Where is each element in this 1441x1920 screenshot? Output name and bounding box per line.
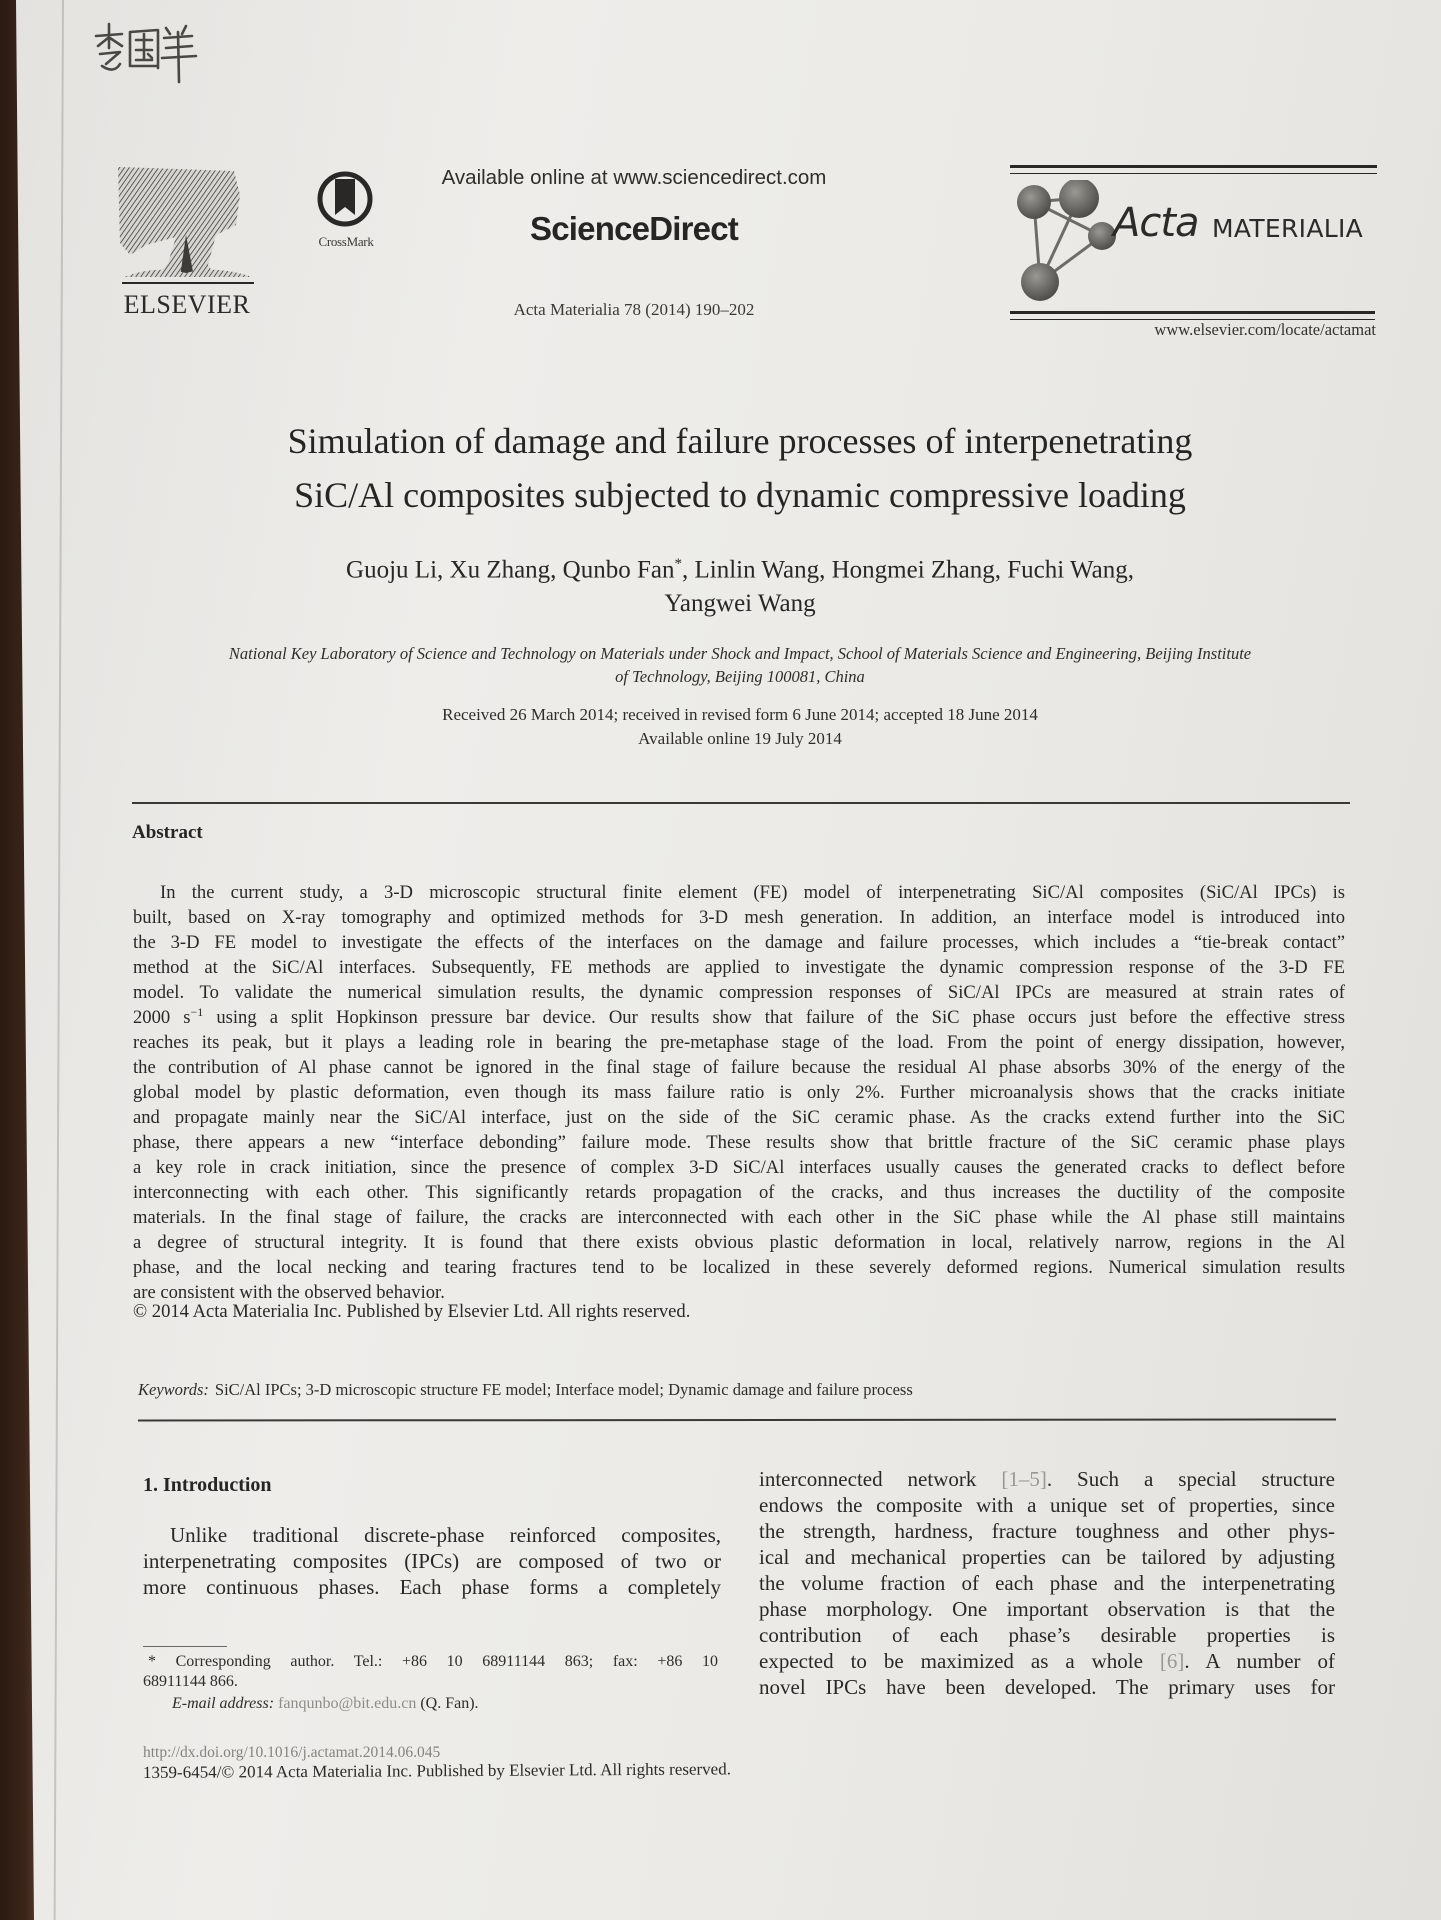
corresponding-author-mark[interactable]: *	[674, 556, 682, 572]
abstract-line: and propagate mainly near the SiC/Al interface, just on the side of the SiC ceramic phase. As the cracks extend further into the SiC	[133, 1107, 1345, 1128]
article-title-line: SiC/Al composites subjected to dynamic compressive loading	[294, 475, 1186, 515]
intro-right-line: phase morphology. One important observation is that the	[759, 1597, 1335, 1621]
text-run: expected to be maximized as a whole	[759, 1649, 1160, 1673]
keywords-label: Keywords:	[138, 1380, 209, 1399]
article-title-line: Simulation of damage and failure processes of interpenetrating	[287, 421, 1193, 461]
abstract-line: the contribution of Al phase cannot be ignored in the final stage of failure because the residual Al phase absorbs 30% of the energy of the	[133, 1057, 1345, 1078]
abstract-line: In the current study, a 3-D microscopic structural finite element (FE) model of interpenetrating SiC/Al composites (SiC/Al IPCs) is	[160, 882, 1345, 903]
intro-right-line: endows the composite with a unique set of properties, since	[759, 1493, 1335, 1517]
strain-rate-exponent: −1	[190, 1005, 204, 1019]
text-run: interconnected network	[759, 1467, 1002, 1491]
abstract-line: materials. In the final stage of failure, the cracks are interconnected with each other in the SiC phase while the Al phase still maintains	[133, 1207, 1345, 1228]
section-divider	[132, 802, 1350, 804]
crossmark-icon[interactable]	[316, 170, 374, 228]
journal-logo-rule-top	[1010, 165, 1377, 174]
email-suffix: (Q. Fan).	[416, 1695, 479, 1712]
elsevier-tree-logo	[116, 165, 258, 290]
keywords-text: SiC/Al IPCs; 3-D microscopic structure FE model; Interface model; Dynamic damage and failure process	[214, 1380, 913, 1399]
intro-right-line: the volume fraction of each phase and the interpenetrating	[759, 1571, 1335, 1595]
abstract-heading: Abstract	[132, 822, 203, 843]
abstract-line: a degree of structural integrity. It is found that there exists obvious plastic deformation in local, relatively narrow, regions in the Al	[133, 1232, 1345, 1253]
intro-right-line	[759, 1648, 1335, 1674]
authors-part: Guoju Li, Xu Zhang, Qunbo Fan	[346, 556, 675, 584]
text-run: . Such a special structure	[1046, 1467, 1335, 1491]
journal-logo-acta: Acta	[1113, 200, 1199, 246]
abstract-line: built, based on X-ray tomography and optimized methods for 3-D mesh generation. In addition, an interface model is introduced into	[133, 907, 1345, 928]
abstract-line: a key role in crack initiation, since the presence of complex 3-D SiC/Al interfaces usually causes the generated cracks to deflect before	[133, 1157, 1345, 1178]
footnote-email	[172, 1694, 479, 1714]
section-divider	[138, 1418, 1336, 1421]
handwritten-signature	[92, 18, 202, 84]
doi-link[interactable]: http://dx.doi.org/10.1016/j.actamat.2014.06.045	[143, 1744, 441, 1761]
journal-citation: Acta Materialia 78 (2014) 190–202	[513, 300, 755, 319]
abstract-line: reaches its peak, but it plays a leading role in bearing the pre-metaphase stage of the load. From the point of energy dissipation, however,	[133, 1032, 1345, 1053]
abstract-line: phase, and the local necking and tearing fractures tend to be localized in these severely deformed regions. Numerical simulation results	[133, 1257, 1345, 1278]
affiliation-line: of Technology, Beijing 100081, China	[615, 667, 865, 686]
abstract-line: interconnecting with each other. This significantly retards propagation of the cracks, and thus increases the ductility of the composite	[133, 1182, 1345, 1203]
footnote-corresponding-author: * Corresponding author. Tel.: +86 10 68911144 863; fax: +86 10	[148, 1653, 718, 1670]
abstract-line: are consistent with the observed behavior.	[133, 1282, 445, 1303]
available-online-date: Available online 19 July 2014	[638, 729, 842, 748]
footnote-rule	[143, 1646, 227, 1647]
journal-logo-materialia: MATERIALIA	[1212, 214, 1364, 243]
author-list	[120, 556, 1360, 584]
abstract-line: global model by plastic deformation, even though its mass failure ratio is only 2%. Further microanalysis shows that the cracks initiate	[133, 1082, 1345, 1103]
abstract-line: phase, there appears a new “interface debonding” failure mode. These results show that brittle fracture of the SiC ceramic phase plays	[133, 1132, 1345, 1153]
intro-right-line	[759, 1466, 1335, 1492]
crossmark-label: CrossMark	[318, 234, 374, 249]
journal-logo-rule-bottom	[1010, 311, 1375, 320]
intro-right-line: the strength, hardness, fracture toughness and other phys-	[759, 1519, 1335, 1543]
issn-copyright: 1359-6454/© 2014 Acta Materialia Inc. Published by Elsevier Ltd. All rights reserved.	[142, 1759, 732, 1782]
intro-left-line: more continuous phases. Each phase forms a completely	[143, 1575, 721, 1599]
citation-link[interactable]: [6]	[1159, 1649, 1185, 1673]
section-heading-introduction: 1. Introduction	[143, 1474, 272, 1496]
intro-left-line: Unlike traditional discrete-phase reinforced composites,	[170, 1523, 721, 1547]
article-history: Received 26 March 2014; received in revised form 6 June 2014; accepted 18 June 2014	[442, 705, 1038, 724]
journal-url-link[interactable]: www.elsevier.com/locate/actamat	[1154, 320, 1376, 339]
abstract-line-rest: using a split Hopkinson pressure bar device. Our results show that failure of the SiC phase occurs just before the effective stress	[203, 1007, 1345, 1028]
abstract-copyright: © 2014 Acta Materialia Inc. Published by Elsevier Ltd. All rights reserved.	[133, 1301, 691, 1322]
author-list-line: Yangwei Wang	[664, 590, 816, 617]
elsevier-wordmark: ELSEVIER	[123, 290, 251, 319]
abstract-line	[133, 1005, 1345, 1030]
intro-right-line: novel IPCs have been developed. The primary uses for	[759, 1675, 1335, 1699]
strain-rate-value: 2000 s	[133, 1007, 191, 1028]
affiliation-line: National Key Laboratory of Science and Technology on Materials under Shock and Impact, School of Materials Science and Engineering, Beijing Institute	[228, 644, 1252, 663]
footnote-fax: 68911144 866.	[143, 1673, 238, 1690]
intro-right-line: ical and mechanical properties can be tailored by adjusting	[759, 1545, 1335, 1569]
page-fold-line	[54, 0, 64, 1920]
authors-part: , Linlin Wang, Hongmei Zhang, Fuchi Wang,	[682, 556, 1134, 584]
sciencedirect-wordmark: ScienceDirect	[530, 210, 738, 247]
desk-edge	[0, 0, 34, 1920]
abstract-line: model. To validate the numerical simulation results, the dynamic compression responses of SiC/Al IPCs are measured at strain rates of	[133, 982, 1345, 1003]
intro-right-line: contribution of each phase’s desirable properties is	[759, 1623, 1335, 1647]
abstract-line: method at the SiC/Al interfaces. Subsequently, FE methods are applied to investigate the dynamic compression response of the 3-D FE	[133, 957, 1345, 978]
abstract-line: the 3-D FE model to investigate the effects of the interfaces on the damage and failure processes, which includes a “tie-break contact”	[133, 932, 1345, 953]
intro-left-line: interpenetrating composites (IPCs) are composed of two or	[143, 1549, 721, 1573]
text-run: . A number of	[1184, 1649, 1335, 1673]
email-link[interactable]: fanqunbo@bit.edu.cn	[278, 1695, 417, 1712]
citation-link[interactable]: [1–5]	[1001, 1467, 1047, 1491]
email-label: E-mail address:	[172, 1695, 275, 1712]
keywords	[138, 1380, 913, 1400]
available-online-text: Available online at www.sciencedirect.com	[441, 166, 827, 189]
